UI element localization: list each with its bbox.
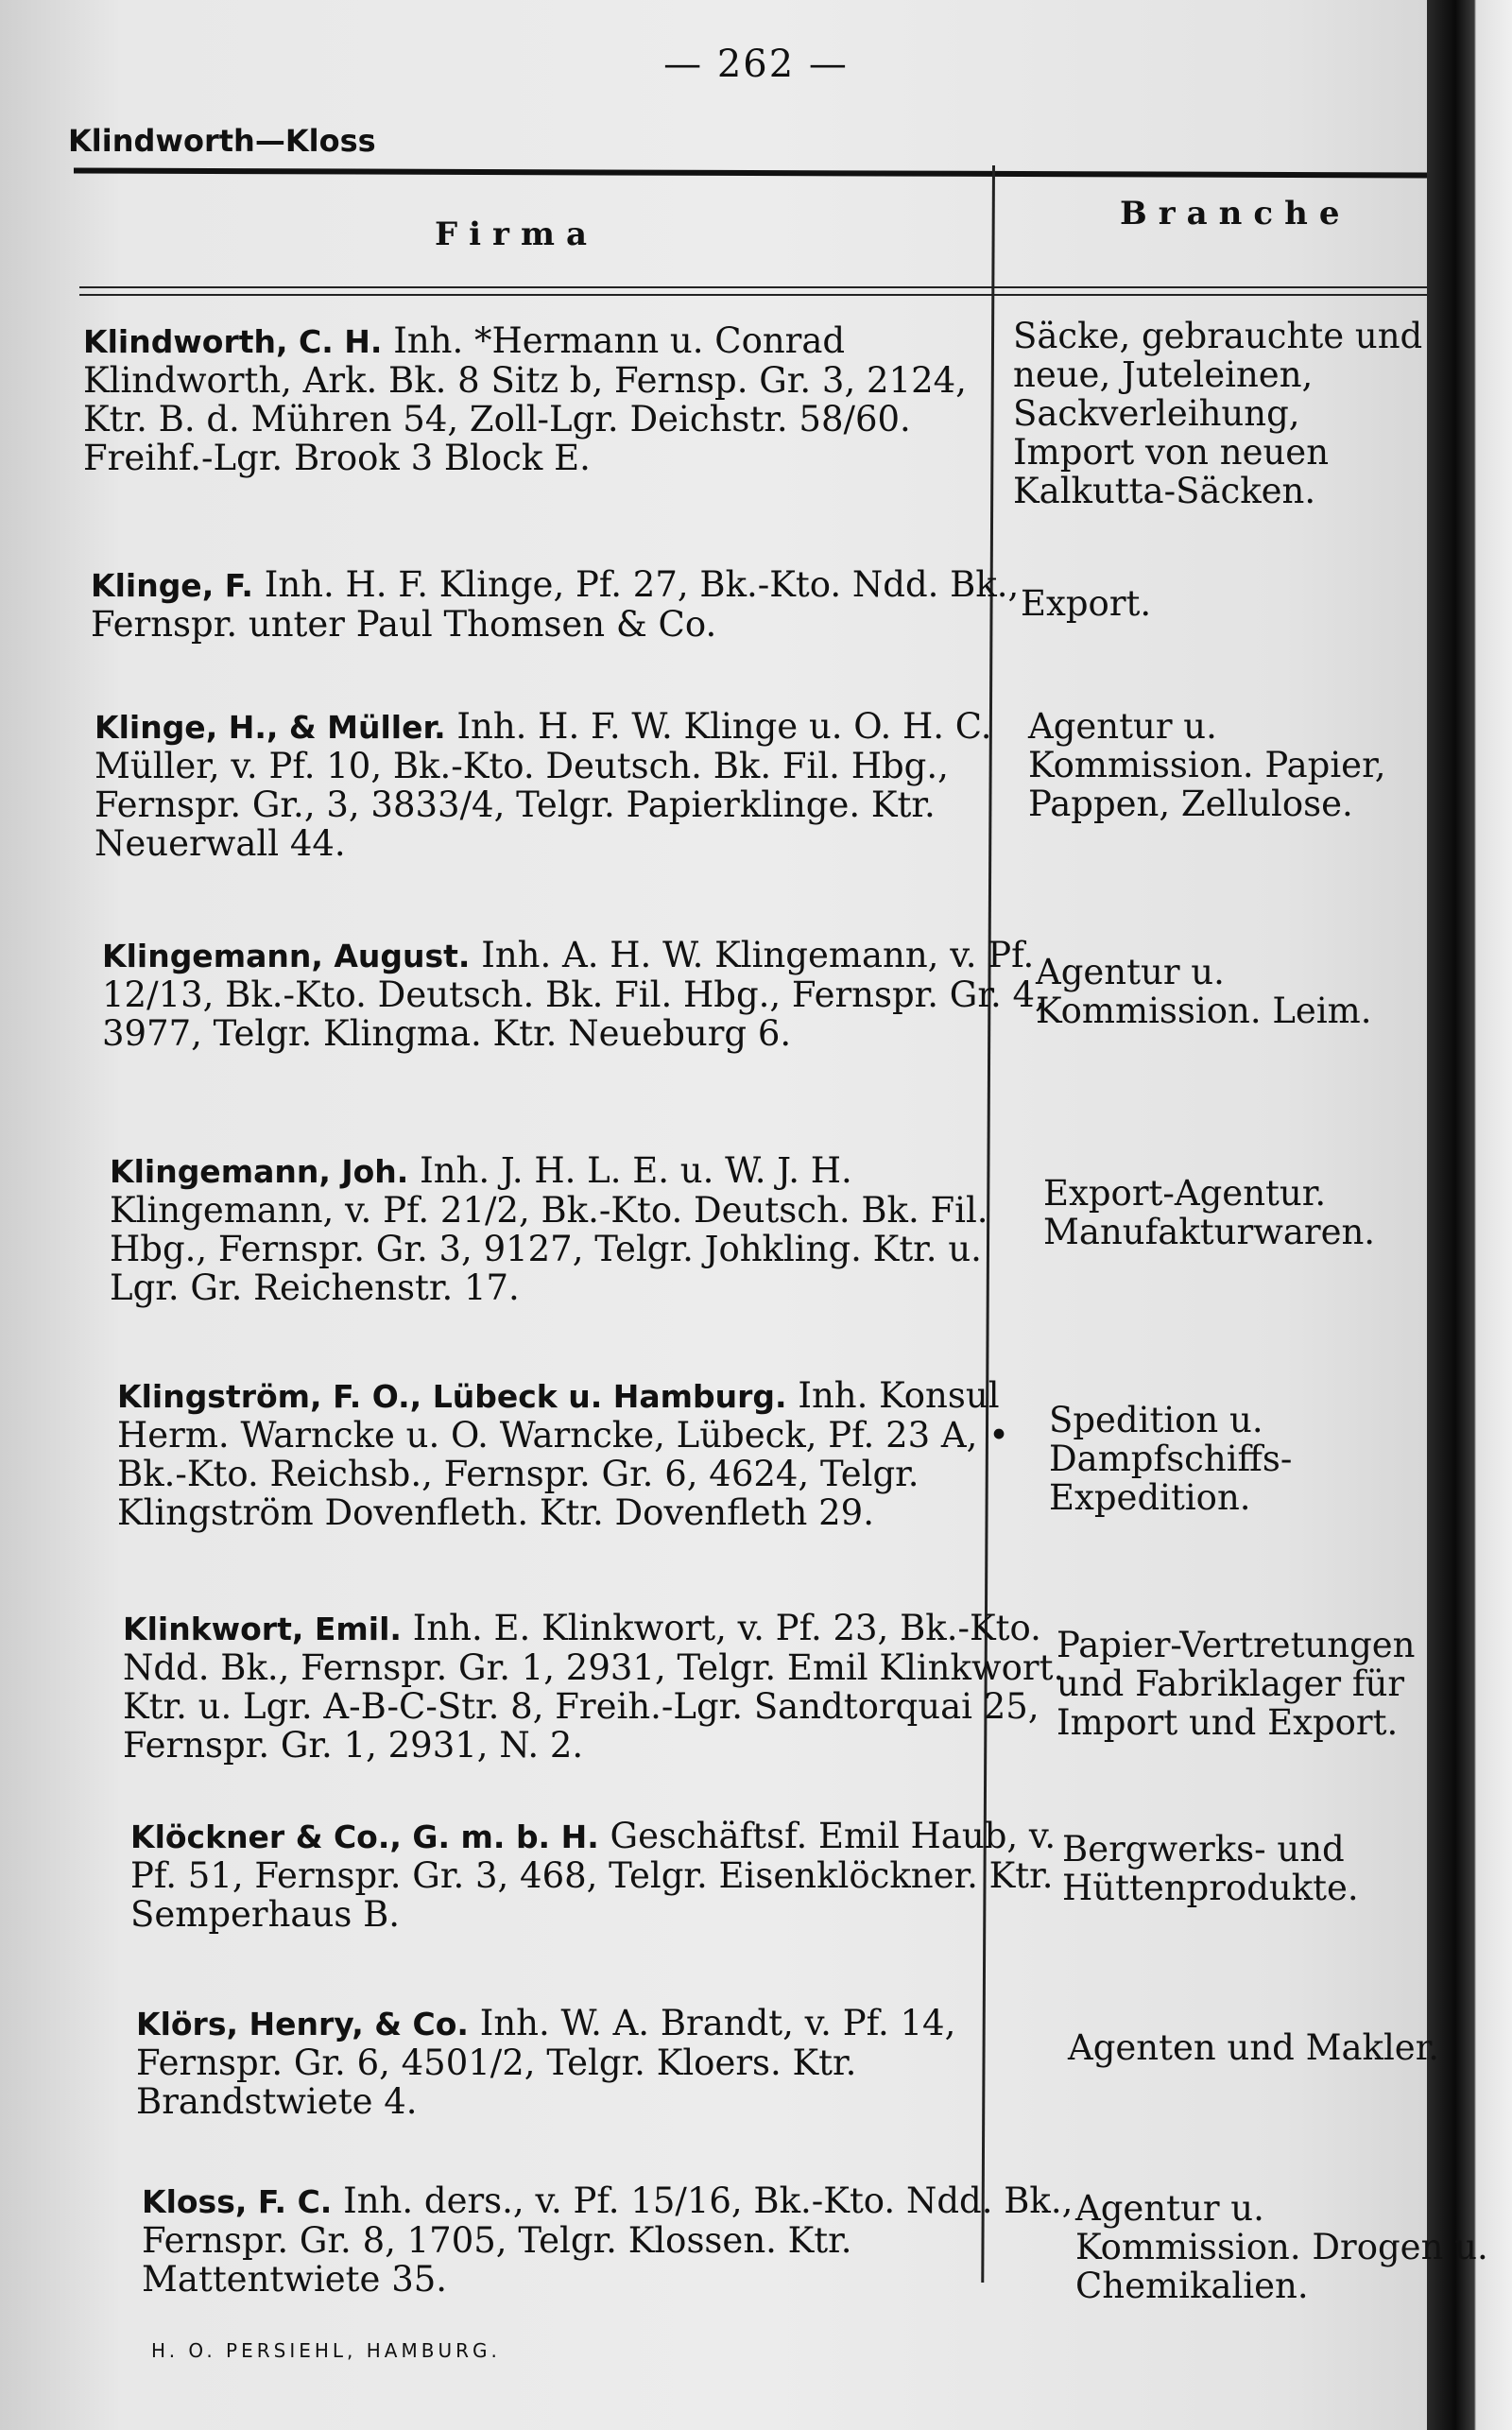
entry-firma xyxy=(110,1151,1055,1307)
entry-text: Inh. *Hermann u. Conrad Klindworth, Ark. Bk. 8 Sitz b, Fernsp. Gr. 3, 2124, Ktr. B. d. Mühren 54, Zoll-Lgr. Deichstr. 58/60. Freihf.-Lgr. Brook 3 Block E. xyxy=(83,320,967,478)
entry-name: Klinkwort, Emil. xyxy=(123,1611,402,1647)
entry-name: Kloss, F. C. xyxy=(142,2183,333,2220)
entry-firma xyxy=(123,1609,1068,1765)
entry-name: Klöckner & Co., G. m. b. H. xyxy=(130,1818,599,1855)
double-rule-bottom xyxy=(79,294,1427,296)
entry-name: Klingemann, August. xyxy=(102,938,471,974)
entry-branche: Agenten und Makler. xyxy=(1068,2027,1440,2068)
entry-branche: Export-Agentur. Manufakturwaren. xyxy=(1043,1173,1376,1252)
entry-branche: Agentur u. Kommission. Papier, Pappen, Zellulose. xyxy=(1028,706,1386,824)
running-head: Klindworth—Kloss xyxy=(68,123,376,159)
entry-name: Klörs, Henry, & Co. xyxy=(136,2006,469,2042)
entry-firma xyxy=(130,1817,1075,1934)
entry-name: Klinge, F. xyxy=(91,567,253,604)
entry-text: Inh. Konsul Herm. Warncke u. O. Warncke, Lübeck, Pf. 23 A, • Bk.-Kto. Reichsb., Fernspr. Gr. 6, 4624, Telgr. Klingström Dovenfleth. Ktr. Dovenfleth 29. xyxy=(117,1375,1009,1533)
entry-firma xyxy=(91,565,1036,644)
page-number: — 262 — xyxy=(663,43,849,86)
entry-branche: Agentur u. Kommission. Leim. xyxy=(1036,952,1372,1031)
entry-name: Klindworth, C. H. xyxy=(83,323,383,360)
entry-branche: Spedition u. Dampfschiffs-Expedition. xyxy=(1049,1400,1293,1518)
column-header-branche: Branche xyxy=(1120,195,1351,233)
entry-firma xyxy=(94,707,1040,863)
entry-firma xyxy=(102,936,1047,1053)
entry-text: Inh. J. H. L. E. u. W. J. H. Klingemann, v. Pf. 21/2, Bk.-Kto. Deutsch. Bk. Fil. Hbg., Fernspr. Gr. 3, 9127, Telgr. Johkling. Ktr. u. Lgr. Gr. Reichenstr. 17. xyxy=(110,1150,988,1308)
entry-text: Inh. E. Klinkwort, v. Pf. 23, Bk.-Kto. Ndd. Bk., Fernspr. Gr. 1, 2931, Telgr. Emil Klinkwort. Ktr. u. Lgr. A-B-C-Str. 8, Freih.-Lgr. Sandtorquai 25, Fernspr. Gr. 1, 2931, N. 2. xyxy=(123,1608,1065,1766)
entry-name: Klingström, F. O., Lübeck u. Hamburg. xyxy=(117,1378,787,1415)
entry-text: Inh. H. F. W. Klinge u. O. H. C. Müller, v. Pf. 10, Bk.-Kto. Deutsch. Bk. Fil. Hbg., Fernspr. Gr., 3, 3833/4, Telgr. Papierklinge. Ktr. Neuerwall 44. xyxy=(94,706,992,864)
entry-firma xyxy=(117,1376,1062,1532)
entry-branche: Agentur u. Kommission. Drogen u. Chemikalien. xyxy=(1075,2188,1488,2306)
double-rule-top xyxy=(79,286,1427,288)
entry-branche: Säcke, gebrauchte und neue, Juteleinen, Sackverleihung, Import von neuen Kalkutta-Säcken. xyxy=(1013,316,1423,511)
entry-text: Inh. H. F. Klinge, Pf. 27, Bk.-Kto. Ndd. Bk., Fernspr. unter Paul Thomsen & Co. xyxy=(91,564,1020,645)
entry-text: Inh. A. H. W. Klingemann, v. Pf. 12/13, Bk.-Kto. Deutsch. Bk. Fil. Hbg., Fernspr. Gr. 4, 3977, Telgr. Klingma. Ktr. Neueburg 6. xyxy=(102,935,1046,1054)
entry-branche: Export. xyxy=(1021,583,1152,624)
entry-text: Geschäftsf. Emil Haub, v. Pf. 51, Fernspr. Gr. 3, 468, Telgr. Eisenklöckner. Ktr. Semperhaus B. xyxy=(130,1816,1057,1935)
column-header-firma: Firma xyxy=(435,215,598,253)
header-rule xyxy=(74,168,1427,179)
entry-name: Klinge, H., & Müller. xyxy=(94,709,446,746)
entry-text: Inh. ders., v. Pf. 15/16, Bk.-Kto. Ndd. Bk., Fernspr. Gr. 8, 1705, Telgr. Klossen. Ktr. Mattentwiete 35. xyxy=(142,2180,1074,2300)
entry-text: Inh. W. A. Brandt, v. Pf. 14, Fernspr. Gr. 6, 4501/2, Telgr. Kloers. Ktr. Brandstwiete 4. xyxy=(136,2003,956,2122)
entry-firma xyxy=(136,2004,1081,2121)
entry-branche: Papier-Vertretungen und Fabriklager für Import und Export. xyxy=(1057,1625,1416,1743)
entry-firma xyxy=(83,321,1028,477)
printer-imprint: H. O. PERSIEHL, HAMBURG. xyxy=(151,2339,501,2362)
entry-firma xyxy=(142,2181,1087,2299)
entry-name: Klingemann, Joh. xyxy=(110,1153,409,1190)
entry-branche: Bergwerks- und Hüttenprodukte. xyxy=(1062,1829,1359,1908)
